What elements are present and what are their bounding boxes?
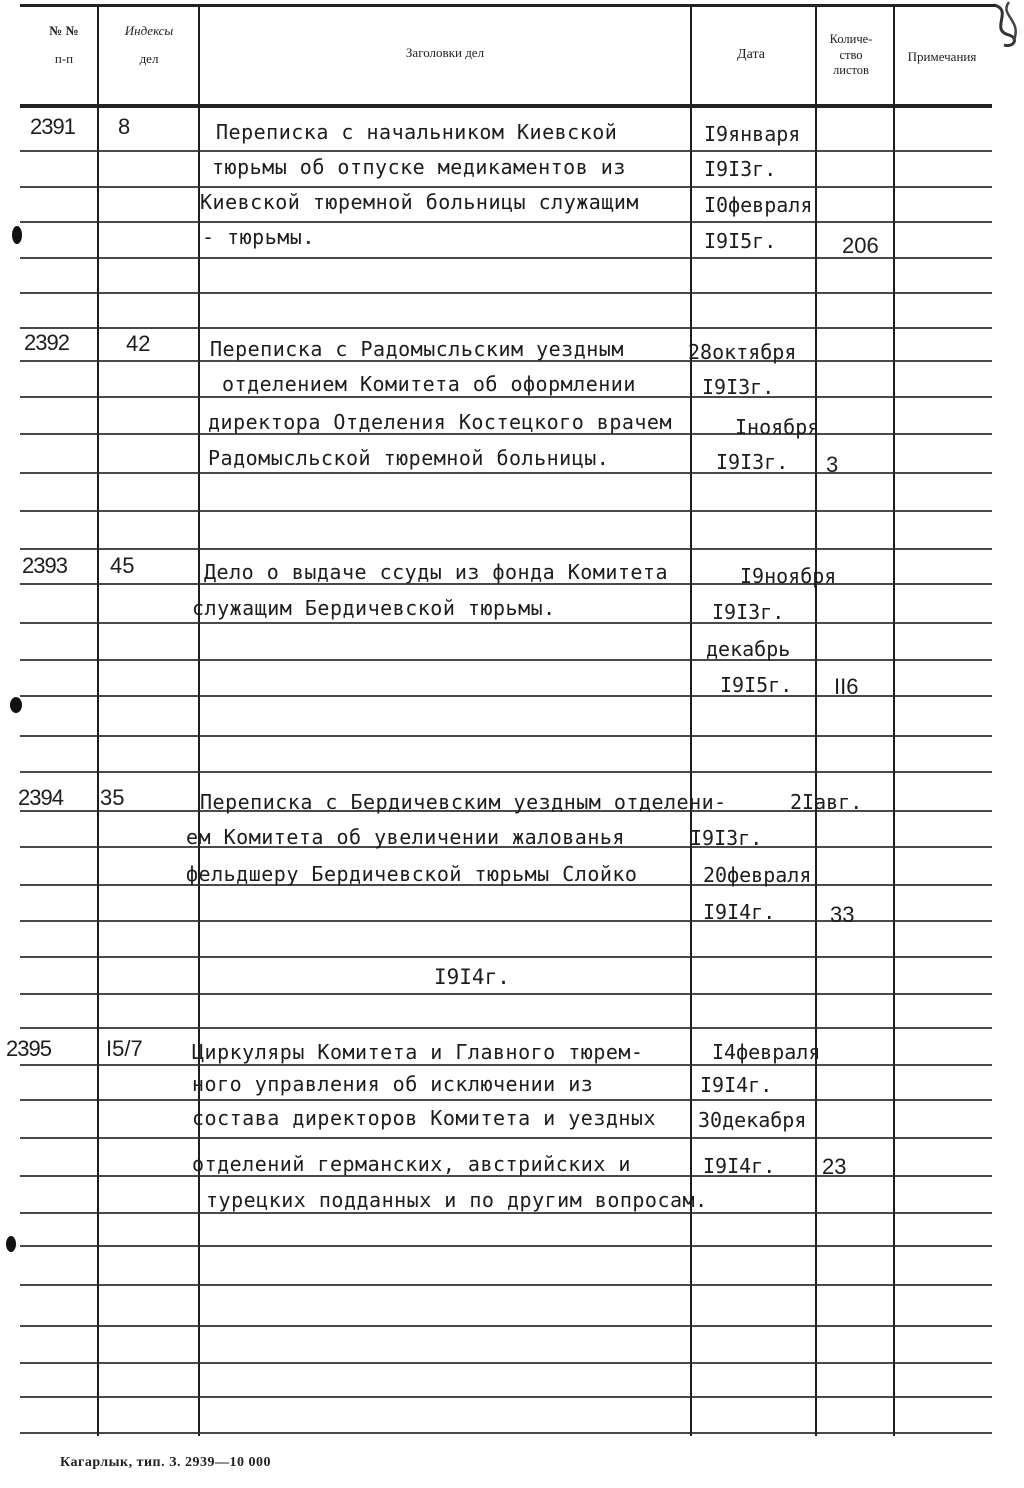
- header-col-num-line2: п-п: [54, 50, 74, 66]
- ruled-line: [20, 771, 992, 773]
- ruled-line: [20, 472, 992, 474]
- header-col-title: [200, 44, 690, 62]
- record-sheet-count: 206: [842, 233, 879, 258]
- record-title-line: - тюрьмы.: [202, 225, 315, 249]
- record-date-line: I9I4г.: [703, 1154, 776, 1178]
- record-number: 2393: [22, 553, 67, 578]
- record-date-line: 20февраля: [703, 863, 812, 887]
- year-separator: I9I4г.: [434, 965, 510, 989]
- record-date-line: декабрь: [706, 637, 791, 661]
- record-title-line: фельдшеру Бердичевской тюрьмы Слойко: [186, 862, 638, 886]
- header-col-num-line1: № №: [49, 23, 79, 38]
- record-date-line: I9января: [704, 122, 801, 146]
- record-index: 42: [126, 331, 151, 356]
- record-sheet-count: 3: [826, 452, 839, 477]
- header-col-sheets-line2: ство: [839, 47, 863, 62]
- record-date-line: I0февраля: [704, 193, 813, 217]
- record-index: 45: [110, 553, 135, 578]
- record-title-line: Переписка с Бердичевским уездным отделени-: [200, 790, 727, 814]
- record-index: I5/7: [106, 1036, 143, 1061]
- header-col-notes-text: Примечания: [907, 49, 977, 64]
- record-number: 2391: [30, 114, 75, 139]
- ruled-line: [20, 548, 992, 550]
- ruled-line: [20, 1396, 992, 1398]
- header-col-sheets-line3: листов: [833, 63, 869, 78]
- record-sheet-count: 33: [830, 902, 855, 927]
- printer-imprint: Кагарлык, тип. З. 2939—10 000: [60, 1455, 272, 1470]
- string-binding-icon: [984, 0, 1024, 50]
- header-col-notes: [892, 48, 992, 66]
- record-title-line: Переписка с Радомысльским уездным: [210, 337, 624, 361]
- ruled-line: [20, 221, 992, 223]
- ruled-line: [20, 1325, 992, 1327]
- record-date-line: I9I4г.: [700, 1073, 773, 1097]
- ruled-line: [20, 292, 992, 294]
- record-number: 2392: [24, 330, 69, 355]
- ruled-line: [20, 993, 992, 995]
- record-title-line: служащим Бердичевской тюрьмы.: [192, 596, 556, 620]
- record-title-line: Переписка с начальником Киевской: [216, 120, 618, 144]
- ruled-line: [20, 510, 992, 512]
- record-index: 8: [118, 114, 131, 139]
- record-title-line: отделением Комитета об оформлении: [222, 372, 636, 396]
- header-col-sheets-line1: Количе-: [829, 32, 873, 46]
- ruled-line: [20, 1064, 992, 1066]
- ruled-line: [20, 396, 992, 398]
- header-col-index-line2: дел: [139, 50, 159, 66]
- ruled-line: [20, 622, 992, 624]
- ruled-line: [20, 1212, 992, 1214]
- record-title-line: ного управления об исключении из: [192, 1072, 594, 1096]
- header-col-index: [100, 22, 198, 67]
- record-sheet-count: 23: [822, 1154, 847, 1179]
- record-title-line: тюрьмы об отпуске медикаментов из: [212, 155, 626, 179]
- record-title-line: директора Отделения Костецкого врачем: [208, 410, 673, 434]
- record-title-line: состава директоров Комитета и уездных: [192, 1106, 657, 1130]
- ruled-line: [20, 1137, 992, 1139]
- header-col-num: [30, 22, 98, 67]
- ink-blot: [10, 697, 22, 713]
- record-date-line: I9I3г.: [702, 375, 775, 399]
- record-number: 2394: [18, 785, 63, 810]
- ruled-line: [20, 150, 992, 152]
- record-date-line: I9I3г.: [712, 600, 785, 624]
- header-top-rule: [20, 4, 995, 7]
- ruled-line: [20, 1099, 992, 1101]
- ruled-line: [20, 1432, 992, 1434]
- ruled-line: [20, 659, 992, 661]
- ruled-line: [20, 956, 992, 958]
- record-date-line: 28октября: [688, 340, 797, 364]
- header-col-index-line1: Индексы: [124, 23, 174, 38]
- header-col-date: [692, 46, 810, 65]
- header-col-title-text: Заголовки дел: [405, 45, 485, 60]
- record-title-line: Циркуляры Комитета и Главного тюрем-: [192, 1040, 644, 1064]
- ink-blot: [6, 1236, 16, 1252]
- record-date-line: I4февраля: [712, 1040, 821, 1064]
- record-title-line: Киевской тюремной больницы служащим: [200, 190, 639, 214]
- ruled-line: [20, 1284, 992, 1286]
- record-number: 2395: [6, 1036, 51, 1061]
- record-title-line: ем Комитета об увеличении жалованья: [186, 825, 625, 849]
- header-col-date-text: Дата: [737, 47, 765, 62]
- record-title-line: Радомысльской тюремной больницы.: [208, 446, 610, 470]
- record-date-line: 2Iавг.: [790, 790, 863, 814]
- record-title-line: Дело о выдаче ссуды из фонда Комитета: [204, 560, 669, 584]
- record-date-line: I9I5г.: [704, 229, 777, 253]
- ruled-line: [20, 327, 992, 329]
- header-col-sheets: [812, 32, 890, 79]
- ruled-line: [20, 186, 992, 188]
- record-date-line: I9I4г.: [703, 900, 776, 924]
- ink-blot: [12, 226, 22, 244]
- record-title-line: отделений германских, австрийских и: [192, 1152, 631, 1176]
- record-date-line: I9I3г.: [690, 826, 763, 850]
- ruled-line: [20, 1027, 992, 1029]
- record-date-line: I9ноября: [740, 564, 837, 588]
- record-date-line: I9I5г.: [720, 673, 793, 697]
- record-sheet-count: II6: [834, 674, 859, 699]
- record-index: 35: [100, 785, 125, 810]
- ruled-line: [20, 1362, 992, 1364]
- record-date-line: 30декабря: [698, 1108, 807, 1132]
- ruled-line: [20, 1245, 992, 1247]
- ruled-line: [20, 735, 992, 737]
- record-date-line: Iноября: [735, 415, 820, 439]
- record-title-line: турецких подданных и по другим вопросам.: [206, 1188, 708, 1212]
- record-date-line: I9I3г.: [716, 450, 789, 474]
- header-bottom-rule: [20, 104, 992, 108]
- record-date-line: I9I3г.: [704, 157, 777, 181]
